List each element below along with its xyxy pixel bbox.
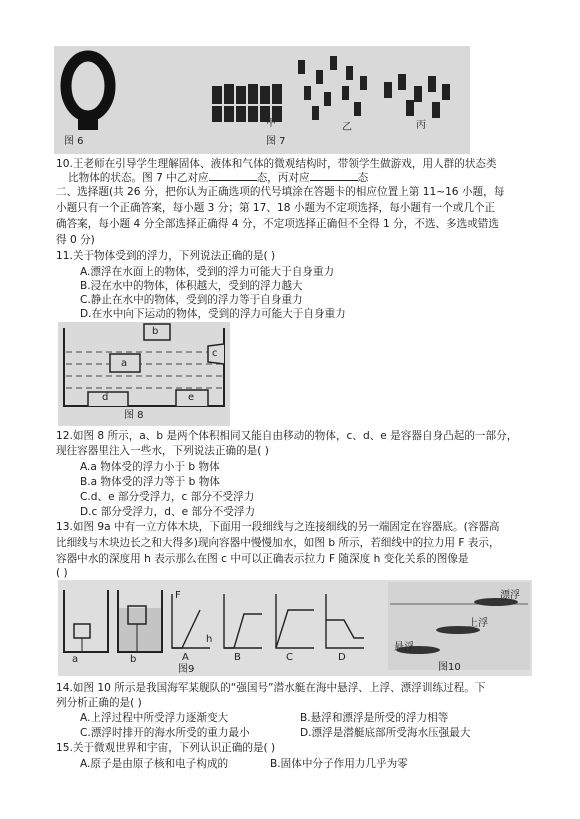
fig9-caption: 图9: [178, 664, 195, 675]
fig8-caption: 图 8: [124, 410, 144, 421]
q12-line2: 现往容器里注入一些水，下列说法正确的是( ): [56, 445, 269, 457]
q13-line3: 容器中水的深度用 h 表示那么在图 c 中可以正确表示拉力 F 随深度 h 变化关系的图像是: [56, 553, 469, 565]
section2-line3: 确答案，每小题 4 分全部选择正确得 4 分，不定项选择正确但不全得 1 分，不选、多选或错选: [56, 218, 499, 230]
figure-9-10: [58, 580, 532, 676]
section2-line4: 得 0 分): [56, 234, 95, 246]
fig8-label-c: c: [212, 348, 218, 359]
q14-line2: 列分析正确的是( ): [56, 697, 142, 709]
q13-line1: 13.如图 9a 中有一立方体木块，下面用一段细线与之连接细线的另一端固定在容器底。(容器高: [56, 521, 500, 533]
figure-6-7: [54, 46, 470, 154]
q15-option-b: B.固体中分子作用力几乎为零: [270, 758, 408, 770]
q12-option-b: B.a 物体受的浮力等于 b 物体: [80, 476, 220, 488]
fig6-7-drawing: [54, 46, 470, 154]
fig9-axis-h: h: [206, 634, 213, 645]
q14-option-c: C.漂浮时排开的海水所受的重力最小: [80, 727, 250, 739]
fig9-label-D: D: [338, 652, 346, 663]
fig9-label-a: a: [72, 654, 79, 665]
fig7-label-yi: 乙: [342, 122, 352, 133]
q10-end: 态: [357, 172, 369, 184]
fig7-label-bing: 丙: [416, 120, 426, 131]
fig8-label-b: b: [152, 326, 159, 337]
q13-line4: ( ): [56, 567, 68, 579]
q12-option-c: C.d、e 部分受浮力，c 部分不受浮力: [80, 491, 255, 503]
q11-option-c: C.静止在水中的物体，受到的浮力等于自身重力: [80, 294, 303, 306]
q12-line1: 12.如图 8 所示，a、b 是两个体积相同又能自由移动的物体，c、d、e 是容器自身凸起的一部分，: [56, 430, 518, 442]
fig8-label-e: e: [188, 392, 195, 403]
fig7-caption: 图 7: [266, 136, 286, 147]
fig8-drawing: [58, 322, 230, 426]
fig9-label-A: A: [182, 652, 189, 663]
q12-option-d: D.c 部分受浮力，d、e 部分不受浮力: [80, 506, 256, 518]
q14-option-d: D.漂浮是潜艇底部所受海水压强最大: [300, 727, 471, 739]
fig9-axis-f: F: [175, 590, 181, 601]
q10-blank-2: [310, 180, 358, 181]
fig8-label-d: d: [102, 392, 109, 403]
q13-line2: 比细线与木块边长之和大得多)现向容器中慢慢加水，如图 b 所示，若细线中的拉力用 F 表示，: [56, 537, 500, 549]
fig8-label-a: a: [121, 358, 128, 369]
fig7-label-jia: 甲: [266, 118, 276, 129]
q11-option-d: D.在水中向下运动的物体，受到的浮力可能大于自身重力: [80, 308, 346, 320]
fig9-label-b: b: [130, 654, 137, 665]
fig10-caption: 图10: [438, 662, 461, 673]
q11-stem: 11.关于物体受到的浮力，下列说法正确的是( ): [56, 250, 276, 262]
q10-line1: 10.王老师在引导学生理解固体、液体和气体的微观结构时，带领学生做游戏，用人群的状态类: [56, 158, 497, 170]
q10-blank-1: [209, 180, 257, 181]
q10-gap: 态，丙对应: [256, 172, 310, 184]
section2-line1: 二、选择题(共 26 分，把你认为正确选项的代号填涂在答题卡的相应位置上第 11~16 小题，每: [56, 186, 505, 198]
fig10-label-suspended: 悬浮: [394, 642, 414, 653]
q14-option-a: A.上浮过程中所受浮力逐渐变大: [80, 712, 229, 724]
figure-8: [58, 322, 230, 426]
fig9-label-B: B: [234, 652, 241, 663]
fig6-caption: 图 6: [64, 136, 84, 147]
q11-option-b: B.浸在水中的物体，体积越大，受到的浮力越大: [80, 280, 303, 292]
q15-option-a: A.原子是由原子核和电子构成的: [80, 758, 229, 770]
section2-line2: 小题只有一个正确答案，每小题 3 分；第 17、18 小题为不定项选择，每小题有一个或几个正: [56, 202, 496, 214]
q12-option-a: A.a 物体受的浮力小于 b 物体: [80, 461, 220, 473]
q14-option-b: B.悬浮和漂浮是所受的浮力相等: [300, 712, 449, 724]
q10-text: 比物体的状态。图 7 中乙对应: [68, 172, 209, 184]
fig10-label-rising: 上浮: [468, 618, 488, 629]
fig10-label-floating: 漂浮: [500, 590, 520, 601]
q14-line1: 14.如图 10 所示是我国海军某舰队的“强国号”潜水艇在海中悬浮、上浮、漂浮训练过程。下: [56, 682, 486, 694]
q11-option-a: A.漂浮在水面上的物体，受到的浮力可能大于自身重力: [80, 266, 335, 278]
q15-stem: 15.关于微观世界和宇宙，下列认识正确的是( ): [56, 742, 276, 754]
fig9-label-C: C: [286, 652, 293, 663]
